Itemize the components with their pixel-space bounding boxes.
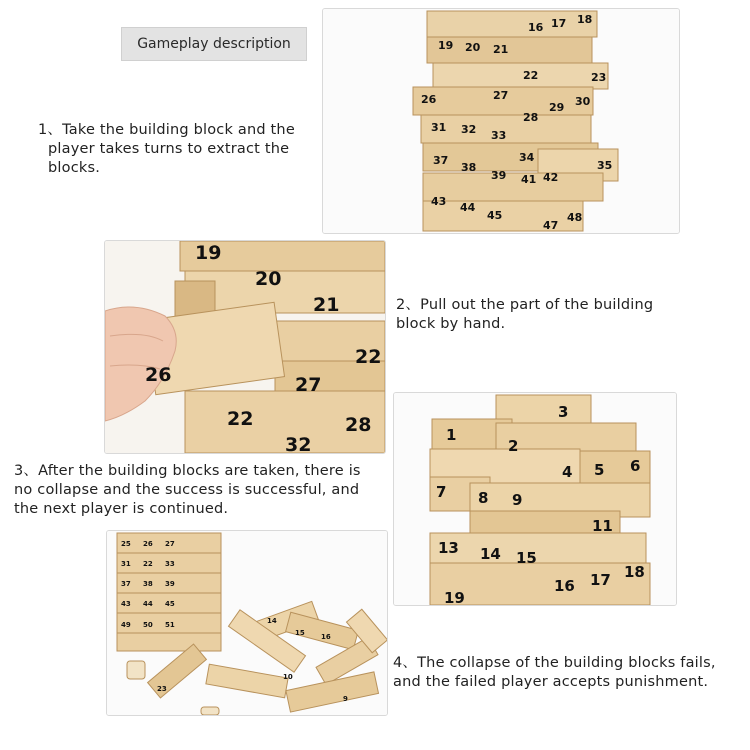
- collapse-number: 9: [343, 695, 348, 703]
- collapse-number: 51: [165, 621, 175, 629]
- tower-top-number: 17: [551, 17, 567, 30]
- tower-top-number: 38: [461, 161, 477, 174]
- stable-tower-number: 8: [478, 489, 489, 507]
- collapse-number: 23: [157, 685, 167, 693]
- tower-top-number: 18: [577, 13, 593, 26]
- step-4-text: [393, 654, 743, 692]
- collapse-number: 14: [267, 617, 277, 625]
- step-1-line-1: 1、Take the building block and the: [38, 122, 295, 138]
- collapse-number: 26: [143, 540, 153, 548]
- tower-top-number: 33: [491, 129, 507, 142]
- step-1-text: [38, 121, 318, 178]
- collapse-number: 16: [321, 633, 331, 641]
- collapse-number: 22: [143, 560, 153, 568]
- step-4-line-2: and the failed player accepts punishment.: [393, 674, 709, 690]
- tower-top-number: 48: [567, 211, 583, 224]
- step-4-line-1: 4、The collapse of the building blocks fails,: [393, 655, 716, 671]
- tower-top-image: [323, 9, 679, 233]
- stable-tower-number: 16: [554, 577, 575, 595]
- stable-tower-number: 17: [590, 571, 611, 589]
- collapse-number: 37: [121, 580, 131, 588]
- tower-top-number: 32: [461, 123, 477, 136]
- stable-tower-image: [394, 393, 676, 605]
- hand-pull-number: 28: [345, 414, 372, 436]
- hand-pull-number: 21: [313, 294, 340, 316]
- tower-top-number: 27: [493, 89, 509, 102]
- hand-pull-number: 19: [195, 242, 222, 264]
- stable-tower-number: 5: [594, 461, 605, 479]
- stable-tower-number: 19: [444, 589, 465, 605]
- step-3-text: [14, 462, 404, 519]
- step-3-line-1: 3、After the building blocks are taken, there is: [14, 463, 361, 479]
- hand-pull-number: 27: [295, 374, 322, 396]
- collapse-number: 43: [121, 600, 131, 608]
- collapse-number: 27: [165, 540, 175, 548]
- hand-pull-photo: [104, 240, 386, 454]
- hand-pull-number: 22: [355, 346, 382, 368]
- collapse-photo: [106, 530, 388, 716]
- tower-top-number: 20: [465, 41, 481, 54]
- collapse-number: 49: [121, 621, 131, 629]
- collapse-number: 15: [295, 629, 305, 637]
- stable-tower-number: 7: [436, 483, 447, 501]
- stable-tower-number: 2: [508, 437, 519, 455]
- tower-top-photo: [322, 8, 680, 234]
- collapse-number: 25: [121, 540, 131, 548]
- collapse-number: 50: [143, 621, 153, 629]
- step-2-line-2: block by hand.: [396, 316, 506, 332]
- tower-top-number: 28: [523, 111, 539, 124]
- step-2-text: [396, 296, 696, 334]
- stable-tower-number: 18: [624, 563, 645, 581]
- tower-top-number: 21: [493, 43, 509, 56]
- tower-top-number: 16: [528, 21, 544, 34]
- step-1-line-2: player takes turns to extract the: [48, 141, 290, 157]
- collapse-number: 45: [165, 600, 175, 608]
- tower-top-number: 45: [487, 209, 503, 222]
- tower-top-number: 41: [521, 173, 537, 186]
- collapse-number: 33: [165, 560, 175, 568]
- collapse-number: 38: [143, 580, 153, 588]
- tower-top-number: 35: [597, 159, 613, 172]
- tower-top-number: 31: [431, 121, 447, 134]
- tower-top-number: 39: [491, 169, 507, 182]
- step-3-line-2: no collapse and the success is successful, and: [14, 482, 360, 498]
- step-1-line-3: blocks.: [48, 160, 101, 176]
- stable-tower-number: 4: [562, 463, 573, 481]
- tower-top-number: 42: [543, 171, 559, 184]
- hand-pull-number: 26: [145, 364, 172, 386]
- collapse-number: 10: [283, 673, 293, 681]
- tower-top-number: 23: [591, 71, 607, 84]
- collapse-image: [107, 531, 387, 715]
- stable-tower-number: 3: [558, 403, 569, 421]
- collapse-number: 44: [143, 600, 153, 608]
- stable-tower-number: 6: [630, 457, 641, 475]
- hand-pull-number: 32: [285, 434, 312, 453]
- tower-top-number: 37: [433, 154, 449, 167]
- collapse-number: 31: [121, 560, 131, 568]
- tower-top-number: 19: [438, 39, 454, 52]
- tower-top-number: 34: [519, 151, 535, 164]
- hand-pull-image: [105, 241, 385, 453]
- stable-tower-number: 14: [480, 545, 501, 563]
- stable-tower-number: 11: [592, 517, 613, 535]
- tower-top-number: 44: [460, 201, 476, 214]
- hand-pull-number: 22: [227, 408, 254, 430]
- step-2-line-1: 2、Pull out the part of the building: [396, 297, 654, 313]
- stable-tower-number: 9: [512, 491, 523, 509]
- tower-top-number: 43: [431, 195, 447, 208]
- tower-top-number: 22: [523, 69, 539, 82]
- tower-top-number: 26: [421, 93, 437, 106]
- stable-tower-photo: [393, 392, 677, 606]
- stable-tower-number: 15: [516, 549, 537, 567]
- hand-pull-number: 20: [255, 268, 282, 290]
- tower-top-number: 29: [549, 101, 565, 114]
- tower-top-number: 47: [543, 219, 559, 232]
- tower-top-number: 30: [575, 95, 591, 108]
- step-3-line-3: the next player is continued.: [14, 501, 229, 517]
- collapse-number: 39: [165, 580, 175, 588]
- gameplay-title-badge: Gameplay description: [121, 27, 307, 61]
- stable-tower-number: 13: [438, 539, 459, 557]
- stable-tower-number: 1: [446, 426, 457, 444]
